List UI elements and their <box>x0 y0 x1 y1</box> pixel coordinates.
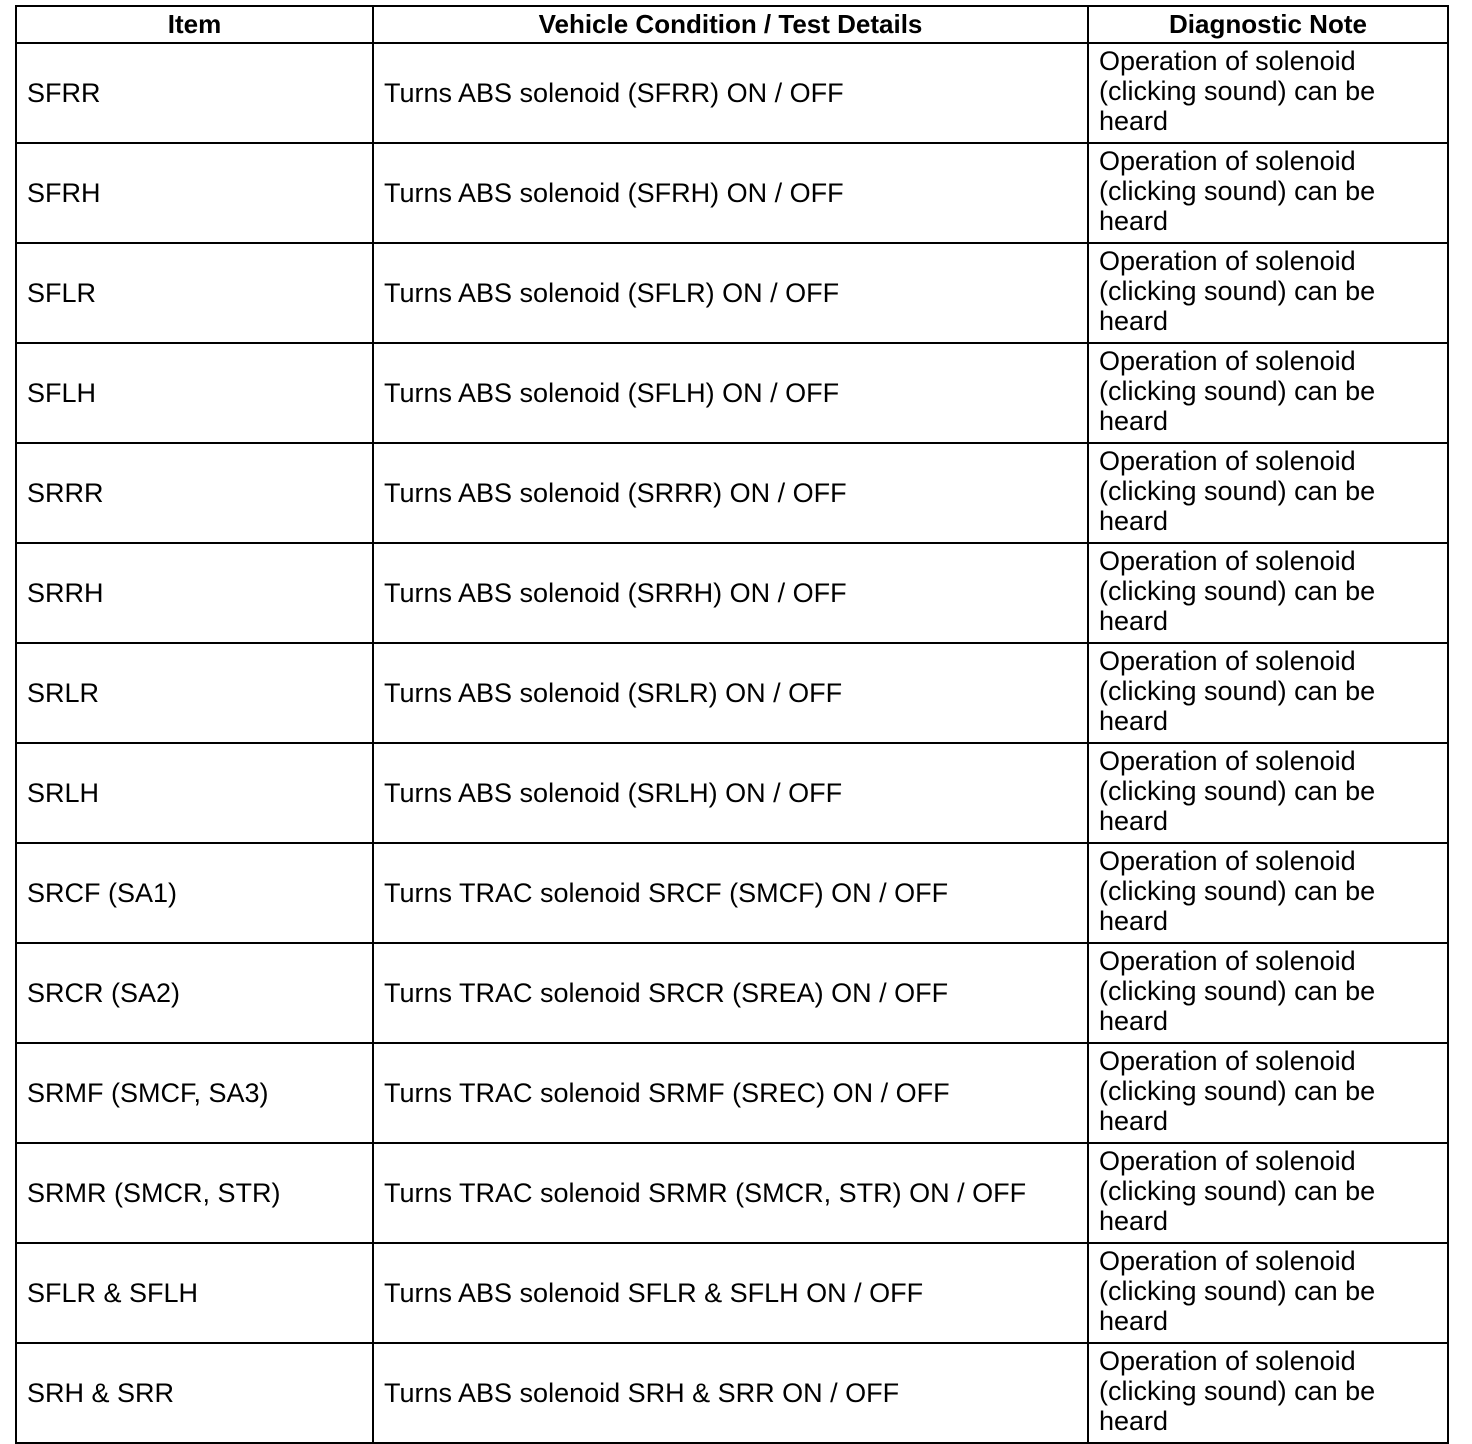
note-cell: Operation of solenoid (clicking sound) can be heard <box>1088 543 1448 643</box>
detail-cell: Turns TRAC solenoid SRCR (SREA) ON / OFF <box>373 943 1088 1043</box>
detail-cell: Turns ABS solenoid (SRRH) ON / OFF <box>373 543 1088 643</box>
item-cell: SRRR <box>16 443 373 543</box>
detail-cell: Turns ABS solenoid (SFLH) ON / OFF <box>373 343 1088 443</box>
item-cell: SFRH <box>16 143 373 243</box>
table-row <box>16 443 1448 543</box>
note-cell: Operation of solenoid (clicking sound) can be heard <box>1088 743 1448 843</box>
table-row <box>16 1343 1448 1443</box>
item-cell: SFRR <box>16 43 373 143</box>
note-cell: Operation of solenoid (clicking sound) can be heard <box>1088 1243 1448 1343</box>
detail-cell: Turns ABS solenoid (SFRH) ON / OFF <box>373 143 1088 243</box>
note-cell: Operation of solenoid (clicking sound) can be heard <box>1088 1143 1448 1243</box>
table-row <box>16 243 1448 343</box>
item-cell: SRRH <box>16 543 373 643</box>
note-cell: Operation of solenoid (clicking sound) can be heard <box>1088 943 1448 1043</box>
note-cell: Operation of solenoid (clicking sound) can be heard <box>1088 343 1448 443</box>
note-cell: Operation of solenoid (clicking sound) can be heard <box>1088 443 1448 543</box>
item-cell: SRMR (SMCR, STR) <box>16 1143 373 1243</box>
note-cell: Operation of solenoid (clicking sound) can be heard <box>1088 643 1448 743</box>
item-cell: SRH & SRR <box>16 1343 373 1443</box>
detail-cell: Turns TRAC solenoid SRCF (SMCF) ON / OFF <box>373 843 1088 943</box>
table-row <box>16 943 1448 1043</box>
detail-cell: Turns ABS solenoid (SRRR) ON / OFF <box>373 443 1088 543</box>
table-row <box>16 1243 1448 1343</box>
column-header-note: Diagnostic Note <box>1088 6 1448 43</box>
detail-cell: Turns TRAC solenoid SRMR (SMCR, STR) ON / OFF <box>373 1143 1088 1243</box>
table-row <box>16 343 1448 443</box>
item-cell: SRLH <box>16 743 373 843</box>
table-row <box>16 1143 1448 1243</box>
note-cell: Operation of solenoid (clicking sound) can be heard <box>1088 243 1448 343</box>
column-header-detail: Vehicle Condition / Test Details <box>373 6 1088 43</box>
detail-cell: Turns ABS solenoid SFLR & SFLH ON / OFF <box>373 1243 1088 1343</box>
table-row <box>16 143 1448 243</box>
table-body <box>16 43 1448 1443</box>
column-header-item: Item <box>16 6 373 43</box>
item-cell: SFLR <box>16 243 373 343</box>
table-row <box>16 743 1448 843</box>
item-cell: SRCR (SA2) <box>16 943 373 1043</box>
detail-cell: Turns ABS solenoid (SFRR) ON / OFF <box>373 43 1088 143</box>
note-cell: Operation of solenoid (clicking sound) can be heard <box>1088 843 1448 943</box>
detail-cell: Turns TRAC solenoid SRMF (SREC) ON / OFF <box>373 1043 1088 1143</box>
table-row <box>16 43 1448 143</box>
item-cell: SFLR & SFLH <box>16 1243 373 1343</box>
detail-cell: Turns ABS solenoid (SFLR) ON / OFF <box>373 243 1088 343</box>
note-cell: Operation of solenoid (clicking sound) can be heard <box>1088 1343 1448 1443</box>
table-row <box>16 843 1448 943</box>
item-cell: SRCF (SA1) <box>16 843 373 943</box>
note-cell: Operation of solenoid (clicking sound) can be heard <box>1088 1043 1448 1143</box>
item-cell: SFLH <box>16 343 373 443</box>
detail-cell: Turns ABS solenoid SRH & SRR ON / OFF <box>373 1343 1088 1443</box>
table-row <box>16 643 1448 743</box>
detail-cell: Turns ABS solenoid (SRLR) ON / OFF <box>373 643 1088 743</box>
active-test-table <box>15 5 1449 1444</box>
table-row <box>16 1043 1448 1143</box>
item-cell: SRLR <box>16 643 373 743</box>
item-cell: SRMF (SMCF, SA3) <box>16 1043 373 1143</box>
note-cell: Operation of solenoid (clicking sound) can be heard <box>1088 143 1448 243</box>
table-header-row <box>16 6 1448 43</box>
detail-cell: Turns ABS solenoid (SRLH) ON / OFF <box>373 743 1088 843</box>
table-row <box>16 543 1448 643</box>
note-cell: Operation of solenoid (clicking sound) can be heard <box>1088 43 1448 143</box>
